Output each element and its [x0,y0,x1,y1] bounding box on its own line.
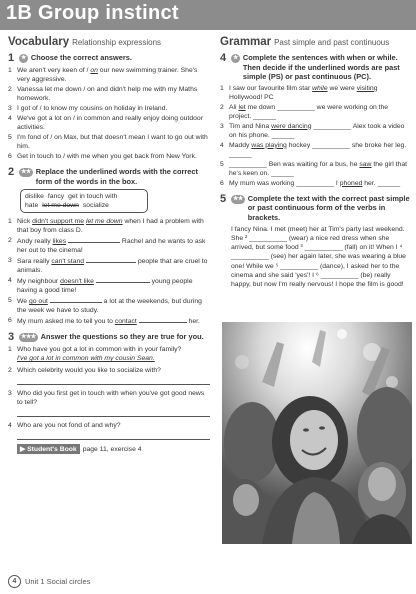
list-item: 3 Tim and Nina were dancing __________ Alex took a video on his phone. ______ [220,122,405,139]
list-item: 4 We've got a lot on / in common and really enjoy doing outdoor activities. [8,114,203,131]
exercise-number: 2 [8,165,15,178]
list-item: 5 __________ Ben was waiting for a bus, he saw the girl that he's keen on. ______ [220,160,407,177]
difficulty-stars-icon: ★★ [233,195,243,202]
exercise-5 [220,194,410,290]
list-item: 4 Who are you not fond of and why? [8,422,121,430]
unit-title: 1B Group instinct [6,2,179,24]
page-footer [8,575,90,588]
unit-banner [0,0,416,30]
list-item: 3 Who did you first get in touch with when you've got good news to tell? [8,390,205,407]
list-item: 2 Vanessa let me down / on and didn't help me with my Maths homework. [8,85,198,103]
difficulty-stars-icon: ★ [21,55,26,61]
exercise-number: 4 [220,52,227,64]
festival-photo-illustration [222,322,412,544]
answer-line[interactable] [17,408,210,417]
list-item: 6 Get in touch to / with me when you get back from New York. [8,152,197,160]
list-item: 3 I got of / to know my cousins on holiday in Ireland. [8,104,168,112]
list-item: 5 We go out a lot at the weekends, but during the week we have to study. [8,297,202,315]
exercise-instruction: Replace the underlined words with the correct form of the words in the box. [35,166,198,186]
grammar-heading: Grammar Past simple and past continuous [220,36,390,48]
left-column [8,36,210,460]
difficulty-stars-icon: ★★★ [21,334,36,341]
exercise-instruction: Complete the sentences with when or while. Then decide if the underlined words are past simple (PS) or past continuous (PC). [242,53,400,82]
students-book-tag: ▶ Student's Book [17,444,80,454]
list-item: 4 Maddy was playing hockey __________ she broke her leg. ______ [220,141,407,158]
exercise-number: 5 [220,192,227,205]
exercise-number: 3 [8,331,15,344]
list-item: 6 My mum asked me to tell you to contact her. [8,317,200,326]
list-item: 1 Nick didn't support me let me down when I had a problem with that boy from class D. [8,218,204,235]
answer-line[interactable] [17,376,210,385]
list-item: 3 Sara really can't stand people that are cruel to animals. [8,257,208,275]
list-item: 5 I'm fond of / on Max, but that doesn't mean I want to go out with him. [8,133,208,150]
exercise-number: 1 [8,52,15,64]
exercise-4 [220,53,410,188]
difficulty-stars-icon: ★ [233,55,238,61]
exercise-instruction: Complete the text with the correct past simple or past continuous form of the verbs in brackets. [247,193,410,222]
right-column [220,36,410,296]
exercise-instruction: Choose the correct answers. [30,53,132,62]
list-item: 2 Ali let me down __________ we were working on the project. ______ [220,103,389,120]
answer-line[interactable] [17,431,210,440]
list-item: 1 I saw our favourite film star while we were visiting Hollywood! PC [220,84,378,101]
word-box: dislike fancy get in touch with hate let me down socialize [20,189,148,213]
gap-fill-text: I fancy Nina. I met (meet) her at Tim's party last weekend. She ² __________ (wear) a nice red dress when she arrived, but some food ³ __________ (fall) on it! When I ⁴ __________ (see) her again later, she was wearing a blue one! While we ⁵ __________ (dance), I asked her to the cinema and she said 'yes'! I ⁶ __________ (be) really happy, but now I'm really nervous! I hope the film is good! [231,225,406,289]
exercise-3 [8,332,210,454]
list-item: 1 Who have you got a lot in common with in your family? I've got a lot in common with my cousin Sean. [8,346,182,363]
unit-label: Unit 1 Social circles [25,577,91,586]
list-item: 2 Andy really likes Rachel and he wants to ask her out to the cinema! [8,237,206,255]
exercise-1 [8,53,210,161]
exercise-2 [8,167,210,326]
students-book-reference: ▶ Student's Book page 11, exercise 4 [17,444,210,454]
difficulty-stars-icon: ★★ [21,168,31,175]
vocabulary-heading: Vocabulary Relationship expressions [8,36,162,48]
exercise-instruction: Answer the questions so they are true for you. [40,332,204,342]
list-item: 1 We aren't very keen of / on our new swimming trainer. She's very aggressive. [8,67,198,84]
list-item: 2 Which celebrity would you like to socialize with? [8,367,161,375]
festival-photo [222,322,412,544]
list-item: 4 My neighbour doesn't like young people having a good time! [8,277,193,295]
page-number: 4 [8,575,21,588]
list-item: 6 My mum was working __________ I phoned her. ______ [220,179,401,187]
